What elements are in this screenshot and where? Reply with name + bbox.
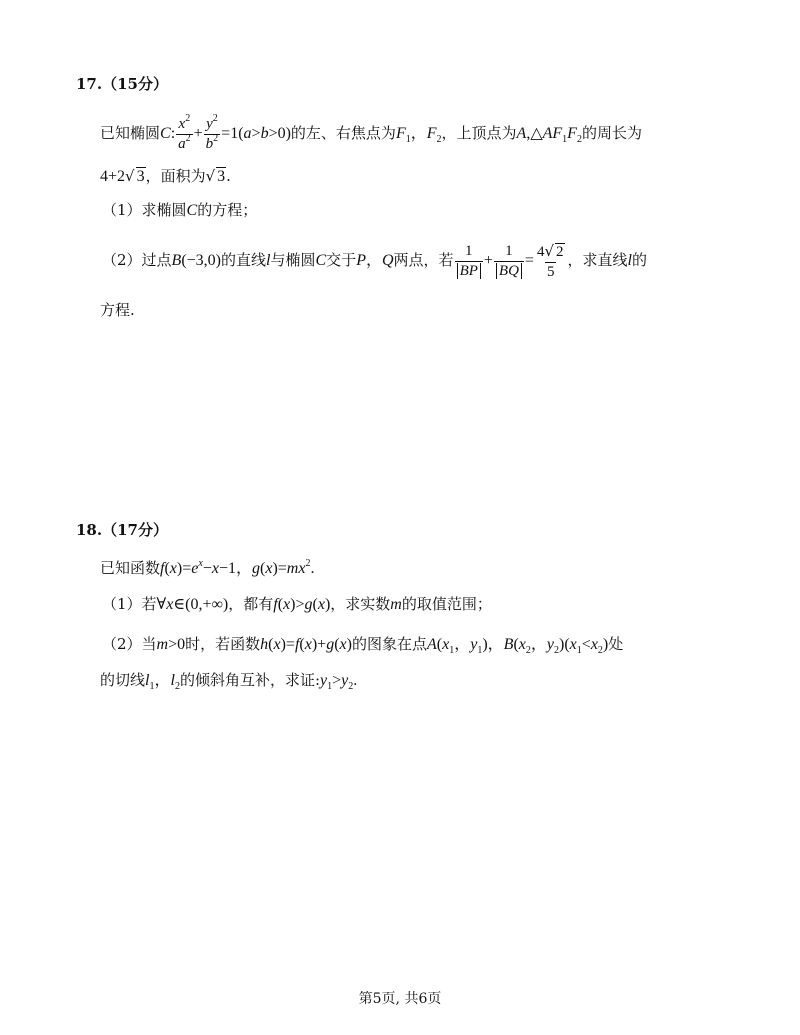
q18-header: 18.（17分） xyxy=(76,521,168,539)
q17-header: 17.（15分） xyxy=(76,75,168,93)
page-footer: 第5页, 共6页 xyxy=(358,991,442,1007)
q17-perimeter-line: 4+2√ 3，面积为√ 3. xyxy=(100,167,231,185)
ellipse-equation: C: $\frac{x^2}{a^2}$ + $\frac{y^2}{b^2}$ =1(a>b>0) xyxy=(160,112,291,152)
function-definitions: $f(x)=e^x-x-1$，$g(x)=mx^2$. xyxy=(160,558,315,577)
q17-part2: （2）过点B(−3,0)的直线l与椭圆C交于P，Q两点，若 $\frac{1}{BP}$ + $\frac{1}{BQ}$ = $\frac{4√ 2}{5}$ ，求直线l的 xyxy=(102,241,647,281)
q17-intro-line: 已知椭圆C: $\frac{x^2}{a^2}$ + $\frac{y^2}{b^2}$ =1(a>b>0)的左、右焦点为$F_1$，$F_2$，上顶点为$A,\triangle AF_1F_2$的周长为 xyxy=(100,112,642,152)
q17-part2-end: 方程. xyxy=(100,301,135,319)
q17-part1: （1）求椭圆C的方程； xyxy=(102,201,258,219)
q18-intro: 已知函数$f(x)=e^x-x-1$，$g(x)=mx^2$. xyxy=(100,558,315,577)
q18-part1: （1）若∀x∈(0,+∞)，都有f(x)>g(x)，求实数m的取值范围； xyxy=(102,595,492,613)
q18-part2: （2）当m>0时，若函数h(x)=f(x)+g(x)的图象在点$A(x_1$，$y_1$)，$B(x_2$，$y_2)(x_1<x_2)$处 xyxy=(102,635,624,656)
reciprocal-sum-condition: $\frac{1}{BP}$ + $\frac{1}{BQ}$ = $\frac{4√ 2}{5}$ xyxy=(454,252,568,269)
q18-part2-cont: 的切线$l_1$，$l_2$的倾斜角互补，求证$:y_1>y_2$. xyxy=(100,671,358,692)
